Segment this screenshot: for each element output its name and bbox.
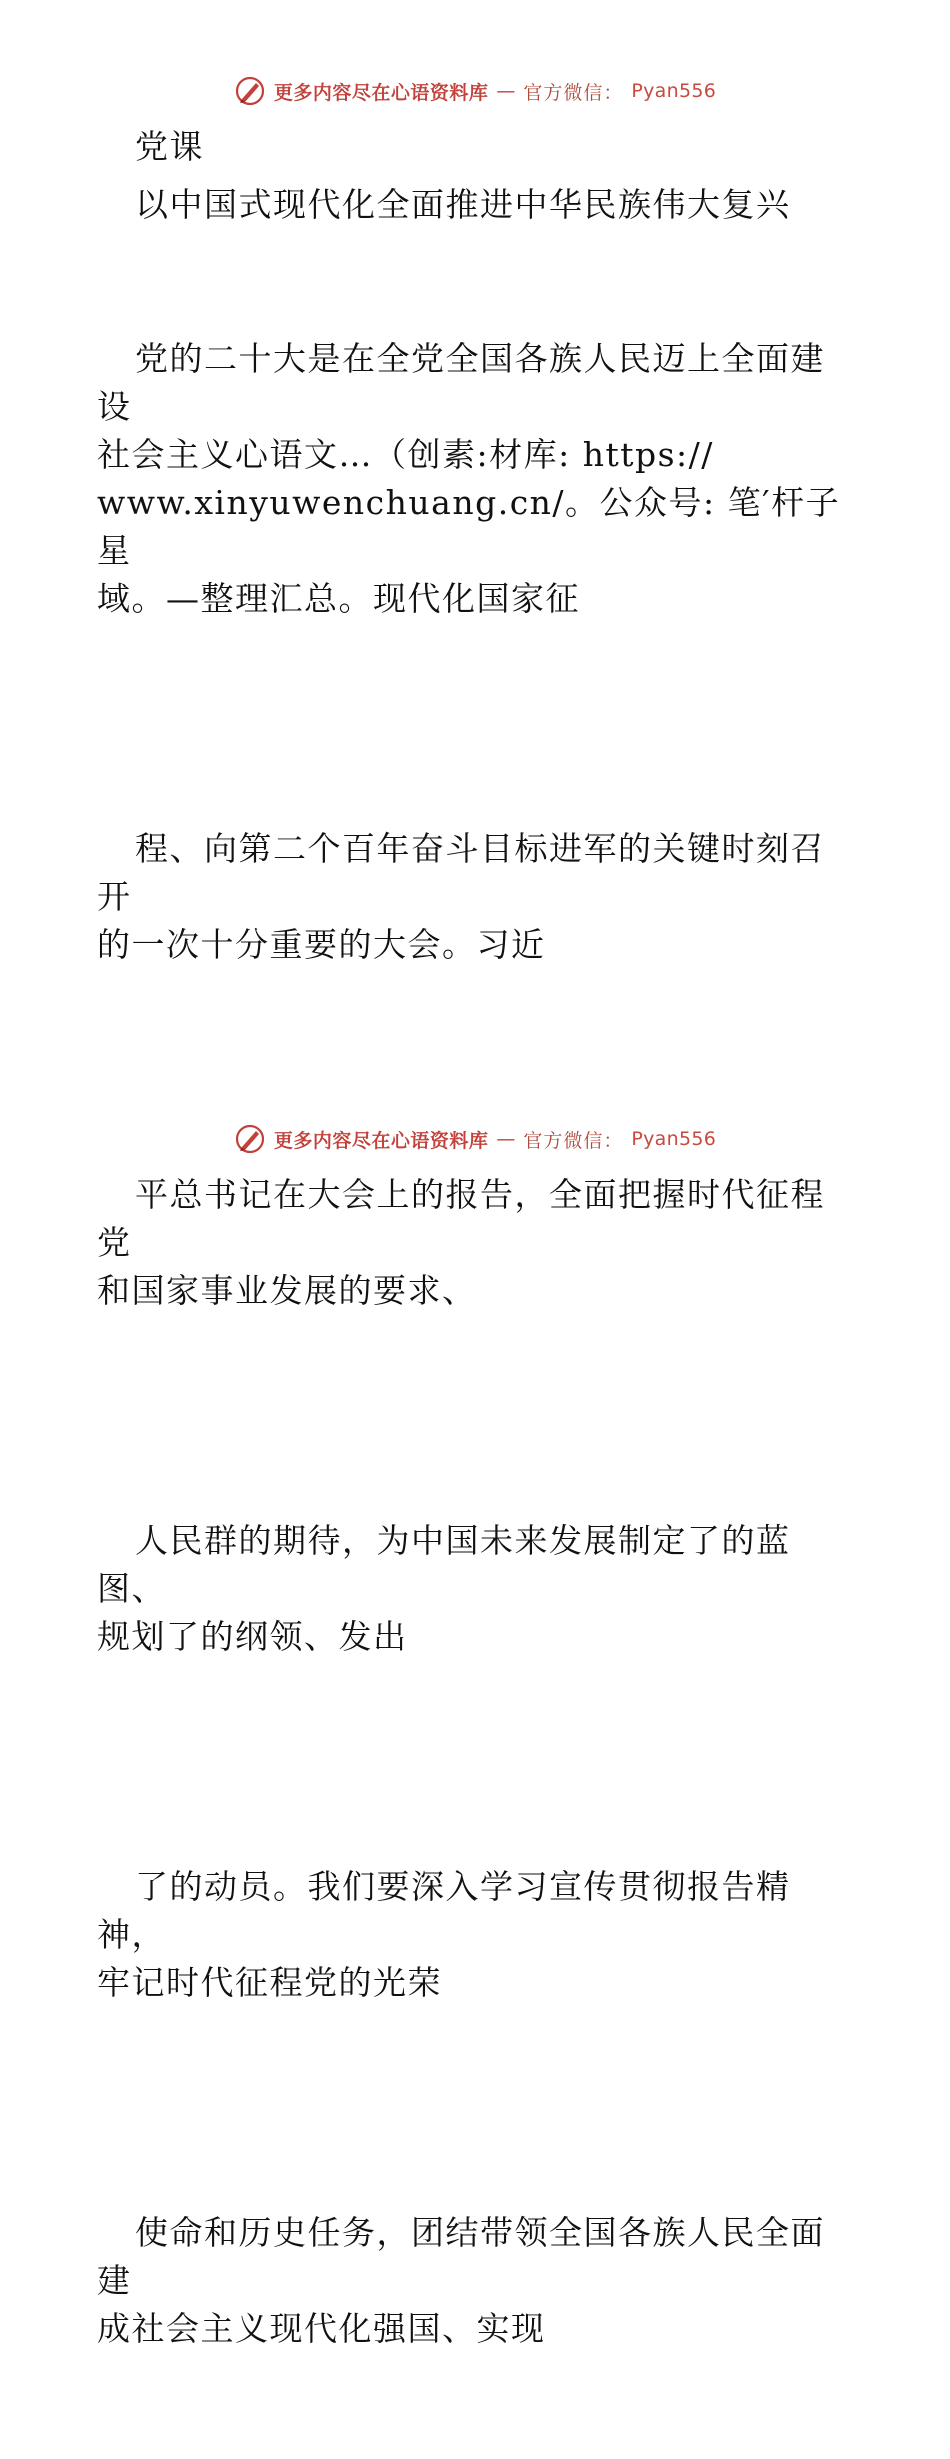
banner-site-text: 更多内容尽在心语资料库 [273, 1129, 489, 1152]
document-body [97, 123, 857, 2459]
banner-dash: — [496, 80, 516, 102]
paragraph-line: 了的动员。我们要深入学习宣传贯彻报告精神， [97, 1867, 791, 1954]
paragraph-line: 牢记时代征程党的光荣 [97, 1963, 442, 2002]
paragraph-line: 和国家事业发展的要求、 [97, 1271, 477, 1310]
document-title: 以中国式现代化全面推进中华民族伟大复兴 [135, 185, 791, 224]
paragraph-line: 社会主义心语文…（创素:材库: https:// [97, 435, 714, 474]
paragraph-line: 使命和历史任务，团结带领全国各族人民全面建 [97, 2213, 825, 2300]
paragraph [97, 729, 857, 1075]
paragraph-line: 域。—整理汇总。现代化国家征 [97, 579, 580, 618]
paragraph-line: 程、向第二个百年奋斗目标进军的关键时刻召开 [97, 829, 825, 916]
banner-wechat-label: 官方微信： [523, 81, 624, 104]
paragraph [97, 1767, 857, 2113]
header-banner [0, 71, 950, 111]
pen-logo-icon [234, 1123, 266, 1155]
paragraph-line: 的一次十分重要的大会。习近 [97, 925, 546, 964]
pen-logo-icon [234, 75, 266, 107]
banner-wechat-id: Pyan556 [631, 1128, 717, 1150]
banner-dash: — [496, 1128, 516, 1150]
banner-site-text: 更多内容尽在心语资料库 [273, 81, 489, 104]
banner-wechat-id: Pyan556 [631, 80, 717, 102]
paragraph-line: 规划了的纲领、发出 [97, 1617, 408, 1656]
footer-banner [0, 1119, 950, 1159]
paragraph [97, 2113, 857, 2459]
document-heading: 党课 [135, 127, 204, 166]
paragraph [97, 1421, 857, 1767]
paragraph-line: 党的二十大是在全党全国各族人民迈上全面建设 [97, 339, 825, 426]
paragraph [97, 239, 857, 729]
paragraph-line: 平总书记在大会上的报告，全面把握时代征程党 [97, 1175, 825, 1262]
paragraph-line: 人民群的期待，为中国未来发展制定了的蓝图、 [97, 1521, 791, 1608]
banner-wechat-label: 官方微信： [523, 1129, 624, 1152]
paragraph-line: www.xinyuwenchuang.cn/。公众号: 笔′杆子星 [97, 483, 841, 570]
paragraph-line: 成社会主义现代化强国、实现 [97, 2309, 546, 2348]
